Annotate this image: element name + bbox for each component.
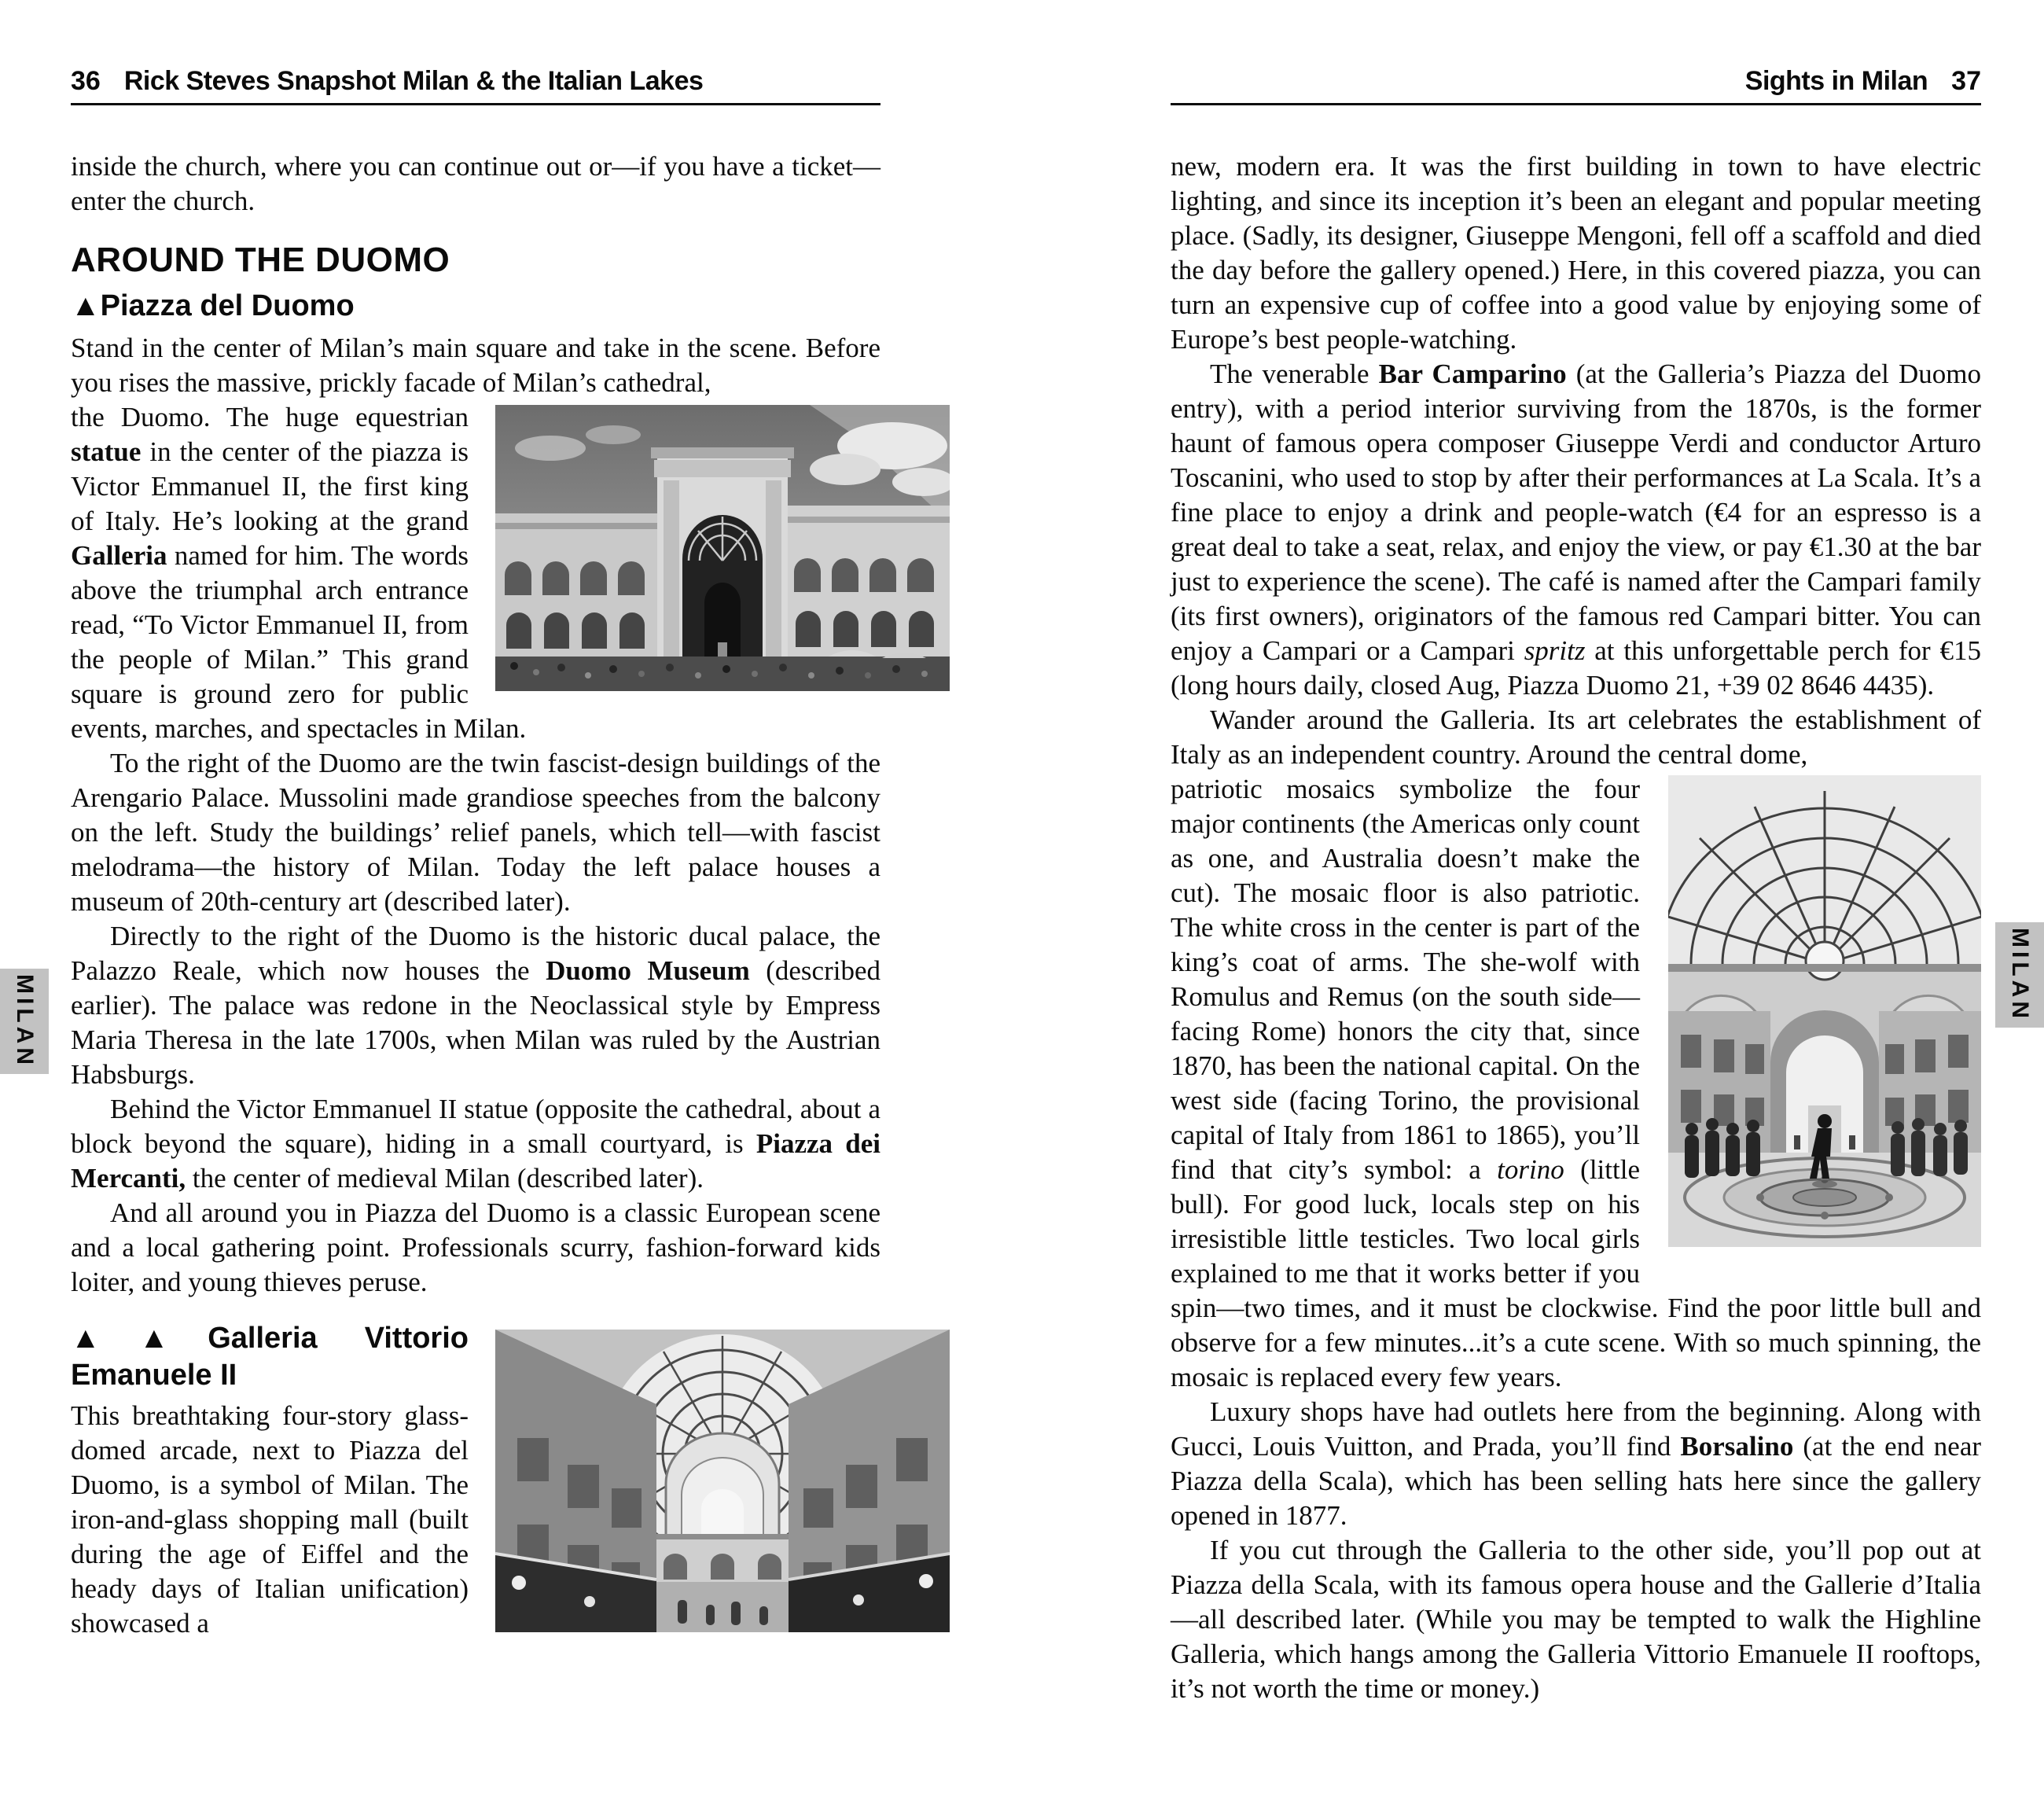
milan-tab-left [0,969,49,1074]
bar-camparino-paragraph: The venerable Bar Camparino (at the Galleria’s Piazza del Duomo entry), with a period interior surviving from the 1870s, is the former haunt of famous opera composer Giuseppe Verdi and conductor Arturo Toscanini, who used to stop by after their performances at La Scala. It’s a fine place to enjoy a drink and people-watch (€4 for an espresso is a great deal to take a seat, relax, and enjoy the view, or pay €1.30 at the bar just to experience the scene). The café is named after the Campari family (its first owners), originators of the famous red Campari bitter. You can enjoy a Campari or a Campari spritz at this unforgettable perch for €15 (long hours daily, closed Aug, Piazza Duomo 21, +39 02 8646 4435). [1171,359,1982,701]
right-header-rule [1171,103,1981,105]
galleria-facade-photo [495,405,950,691]
intro-paragraph: inside the church, where you can continue out or—if you have a ticket—enter the church. [71,151,880,216]
subheading-galleria-vittorio-emanuele: ▲▲Galleria Vittorio Emanuele II [71,1322,469,1392]
right-page-column [1171,149,1981,1706]
chapter-title: Sights in Milan [1744,66,1928,96]
left-page-column [71,149,880,1648]
piazza-della-scala-paragraph: If you cut through the Galleria to the other side, you’ll pop out at Piazza della Scala, with its famous opera house and the Gallerie d’Italia—all described later. (While you may be tempted to walk the Highline Galleria, which hangs among the Galleria Vittorio Emanuele II rooftops, it’s not worth the time or money.) [1171,1535,1981,1704]
right-page-number: 37 [1951,66,1981,96]
luxury-shops-paragraph: Luxury shops have had outlets here from the beginning. Along with Gucci, Louis Vuitton, and Prada, you’ll find Borsalino (at the end near Piazza della Scala), which has been selling hats here since the gallery opened in 1877. [1171,1396,1982,1531]
book-title: Rick Steves Snapshot Milan & the Italian Lakes [123,66,704,96]
left-page-number: 36 [71,66,101,96]
galleria-history-paragraph: new, modern era. It was the first building in town to have electric lighting, and since its inception it’s been an elegant and popular meeting place. (Sadly, its designer, Giuseppe Mengoni, fell off a scaffold and died the day before the gallery opened.) Here, in this covered piazza, you can turn an expensive cup of coffee into a good value by enjoying some of Europe’s best people-watching. [1171,151,1981,355]
milan-tab-right-label: MILAN [2007,928,2033,1022]
galleria-paragraph-1: This breathtaking four-story glass-domed arcade, next to Piazza del Duomo, is a symbol of Milan. The iron-and-glass shopping mall (built during the age of Eiffel and the heady days of Italian unification) showcased a [71,1400,469,1639]
galleria-art-paragraph-intro: Wander around the Galleria. Its art celebrates the establishment of Italy as an independent country. Around the central dome, [1171,704,1981,770]
piazza-paragraph-2: the Duomo. The huge equestrian statue in the center of the piazza is Victor Emmanuel II, the first king of Italy. He’s looking at the grand Galleria named for him. The words above the triumphal arch entrance read, “To Victor Emmanuel II, from the people of Milan.” This grand square is ground zero for public events, marches, and spectacles in Milan. [71,402,527,744]
galleria-dome-interior-photo [495,1330,950,1632]
section-heading-around-the-duomo: AROUND THE DUOMO [71,241,450,279]
piazza-paragraph-4: Directly to the right of the Duomo is the historic ducal palace, the Palazzo Reale, which now houses the Duomo Museum (described earlier). The palace was redone in the Neoclassical style by Empress Maria Theresa in the late 1700s, when Milan was ruled by the Austrian Habsburgs. [71,921,880,1090]
galleria-mosaic-floor-photo [1668,775,1981,1247]
left-header-rule [71,103,880,105]
milan-tab-left-label: MILAN [12,974,38,1068]
left-page-header [71,66,880,97]
galleria-art-paragraph: patriotic mosaics symbolize the four major continents (the Americas only count as one, and Australia doesn’t make the cut). The mosaic floor is also patriotic. The white cross in the center is part of the king’s coat of arms. The she-wolf with Romulus and Remus (on the south side—facing Rome) honors the city that, since 1870, has been the national capital. On the west side (facing Torino, the provisional capital of Italy from 1861 to 1865), you’ll find that city’s symbol: a torino (little bull). For good luck, locals step on his irresistible little testicles. Two local girls explained to me that it works better if you spin—two times, and it must be clockwise. Find the poor little bull and observe for a few minutes...it’s a cute scene. With so much spinning, the mosaic is replaced every few years. [1171,774,1981,1392]
piazza-paragraph-5: Behind the Victor Emmanuel II statue (opposite the cathedral, about a block beyond the square), hiding in a small courtyard, is Piazza dei Mercanti, the center of medieval Milan (described later). [71,1094,880,1194]
subheading-piazza-del-duomo: ▲Piazza del Duomo [71,289,355,322]
right-page-header [1171,66,1981,97]
milan-tab-right [1995,922,2044,1028]
piazza-paragraph-1: Stand in the center of Milan’s main square and take in the scene. Before you rises the massive, prickly facade of Milan’s cathedral, [71,333,880,398]
galleria-section [71,1320,880,1641]
piazza-paragraph-3: To the right of the Duomo are the twin fascist-design buildings of the Arengario Palace. Mussolini made grandiose speeches from the balcony on the left. Study the buildings’ relief panels, which tell—with fascist melodrama—the history of Milan. Today the left palace houses a museum of 20th-century art (described later). [71,748,880,917]
piazza-paragraph-6: And all around you in Piazza del Duomo is a classic European scene and a local gathering point. Professionals scurry, fashion-forward kids loiter, and young thieves peruse. [71,1197,880,1297]
